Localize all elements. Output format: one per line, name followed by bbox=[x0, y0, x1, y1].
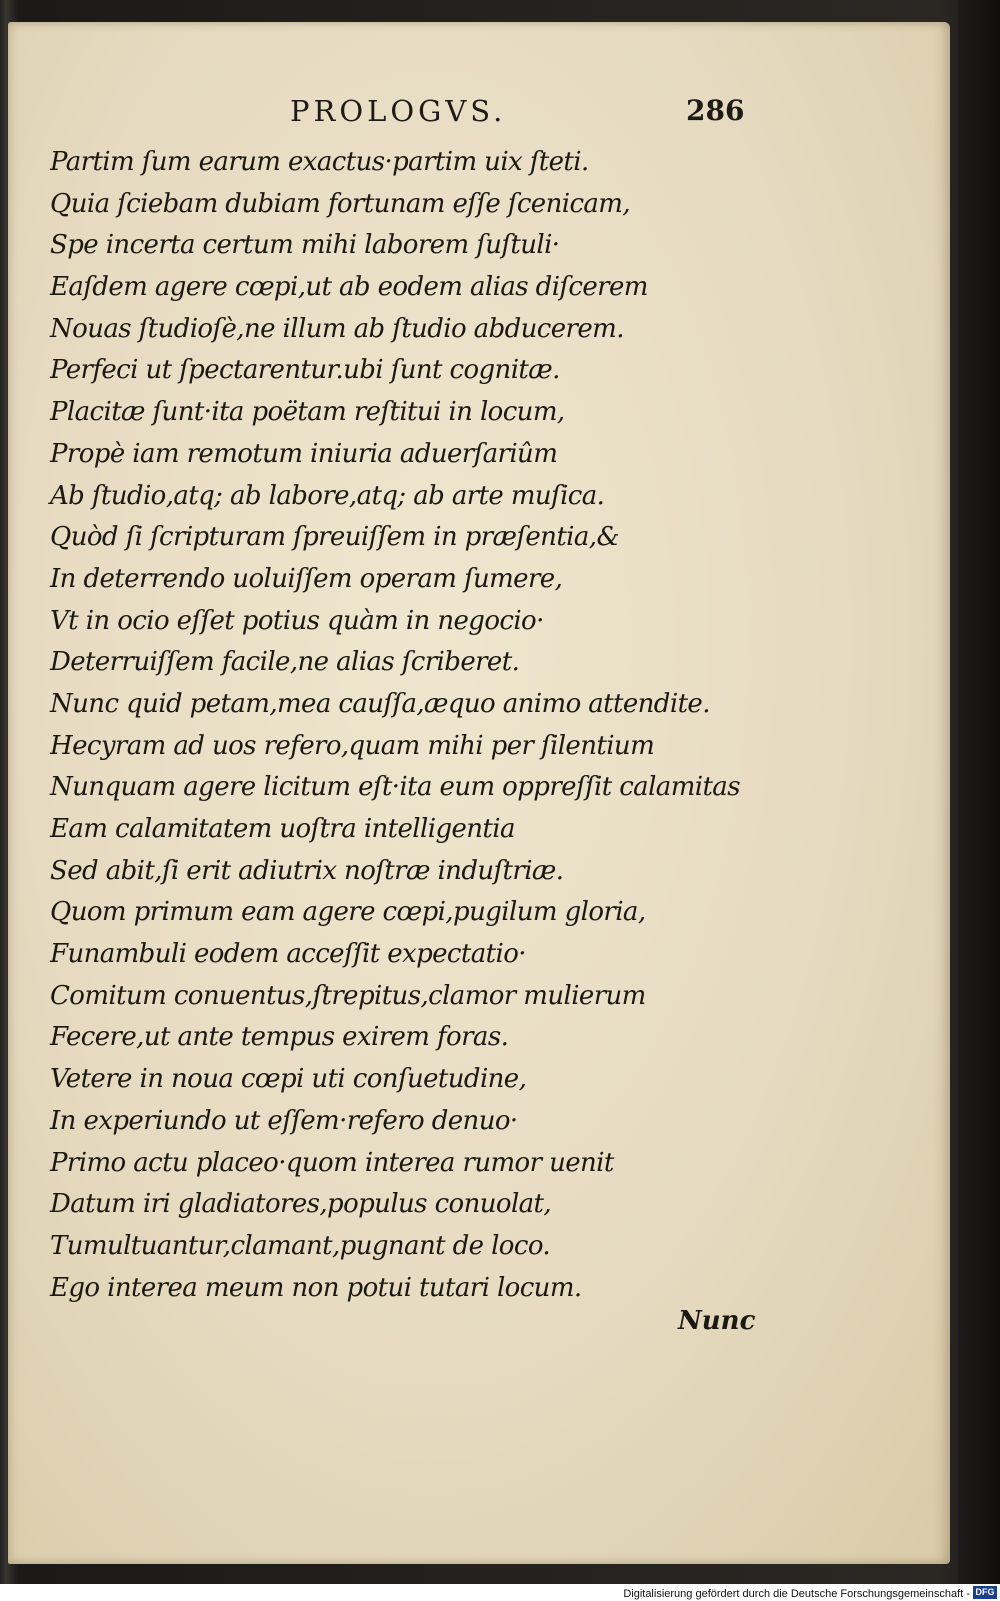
verse-line: Datum iri gladiatores,populus conuolat, bbox=[50, 1189, 552, 1220]
running-header: PROLOGVS. bbox=[290, 94, 507, 128]
verse-line: Tumultuantur,clamant,pugnant de loco. bbox=[50, 1230, 551, 1261]
verse-line: Partim ſum earum exactus·partim uix ſteti. bbox=[50, 147, 589, 177]
verse-text bbox=[50, 142, 770, 1309]
digitization-footer bbox=[0, 1584, 1000, 1601]
page-number: 286 bbox=[686, 94, 745, 127]
verse-line: Spe incerta certum mihi laborem ſuſtuli· bbox=[50, 230, 560, 261]
verse-line: Vt in ocio eſſet potius quàm in negocio· bbox=[50, 605, 544, 636]
verse-line: Hecyram ad uos refero,quam mihi per ſilentium bbox=[50, 730, 655, 761]
verse-line: Sed abit,ſi erit adiutrix noſtræ induſtriæ. bbox=[50, 855, 564, 886]
funding-credit: Digitalisierung gefördert durch die Deutsche Forschungsgemeinschaft - bbox=[623, 1588, 970, 1600]
verse-line: Propè iam remotum iniuria aduerſariûm bbox=[50, 438, 558, 469]
verse-line: Nouas ſtudioſè,ne illum ab ſtudio abducerem. bbox=[50, 313, 624, 344]
verse-line: Ego interea meum non potui tutari locum. bbox=[50, 1272, 582, 1303]
verse-line: Quia ſciebam dubiam fortunam eſſe ſcenicam, bbox=[50, 188, 631, 219]
verse-line: Deterruiſſem facile,ne alias ſcriberet. bbox=[50, 647, 520, 678]
verse-line: Eam calamitatem uoſtra intelligentia bbox=[50, 814, 515, 844]
verse-line: Vetere in noua cœpi uti conſuetudine, bbox=[50, 1064, 527, 1095]
verse-line: Fecere,ut ante tempus exirem foras. bbox=[50, 1022, 509, 1053]
verse-line: Nunc quid petam,mea cauſſa,æquo animo attendite. bbox=[50, 688, 710, 719]
verse-line: In experiundo ut eſſem·refero denuo· bbox=[50, 1105, 518, 1136]
adjacent-page-edge bbox=[958, 0, 1000, 1601]
verse-line: Primo actu placeo·quom interea rumor uenit bbox=[50, 1147, 614, 1178]
dfg-logo: DFG bbox=[973, 1586, 997, 1599]
verse-line: Perfeci ut ſpectarentur.ubi ſunt cognitæ. bbox=[50, 355, 560, 386]
catchword: Nunc bbox=[678, 1306, 756, 1336]
verse-line: Quòd ſi ſcripturam ſpreuiſſem in præſentia,& bbox=[50, 522, 619, 553]
verse-line: Funambuli eodem acceſſit expectatio· bbox=[50, 939, 526, 970]
verse-line: Eaſdem agere cœpi,ut ab eodem alias diſcerem bbox=[50, 272, 648, 303]
verse-line: Comitum conuentus,ſtrepitus,clamor mulierum bbox=[50, 980, 646, 1011]
verse-line: Nunquam agere licitum eſt·ita eum oppreſſit calamitas bbox=[50, 772, 740, 803]
verse-line: In deterrendo uoluiſſem operam ſumere, bbox=[50, 563, 563, 594]
verse-line: Ab ſtudio,atq; ab labore,atq; ab arte muſica. bbox=[50, 480, 605, 511]
verse-line: Placitæ ſunt·ita poëtam reſtitui in locum, bbox=[50, 397, 565, 428]
verse-line: Quom primum eam agere cœpi,pugilum gloria, bbox=[50, 897, 646, 928]
